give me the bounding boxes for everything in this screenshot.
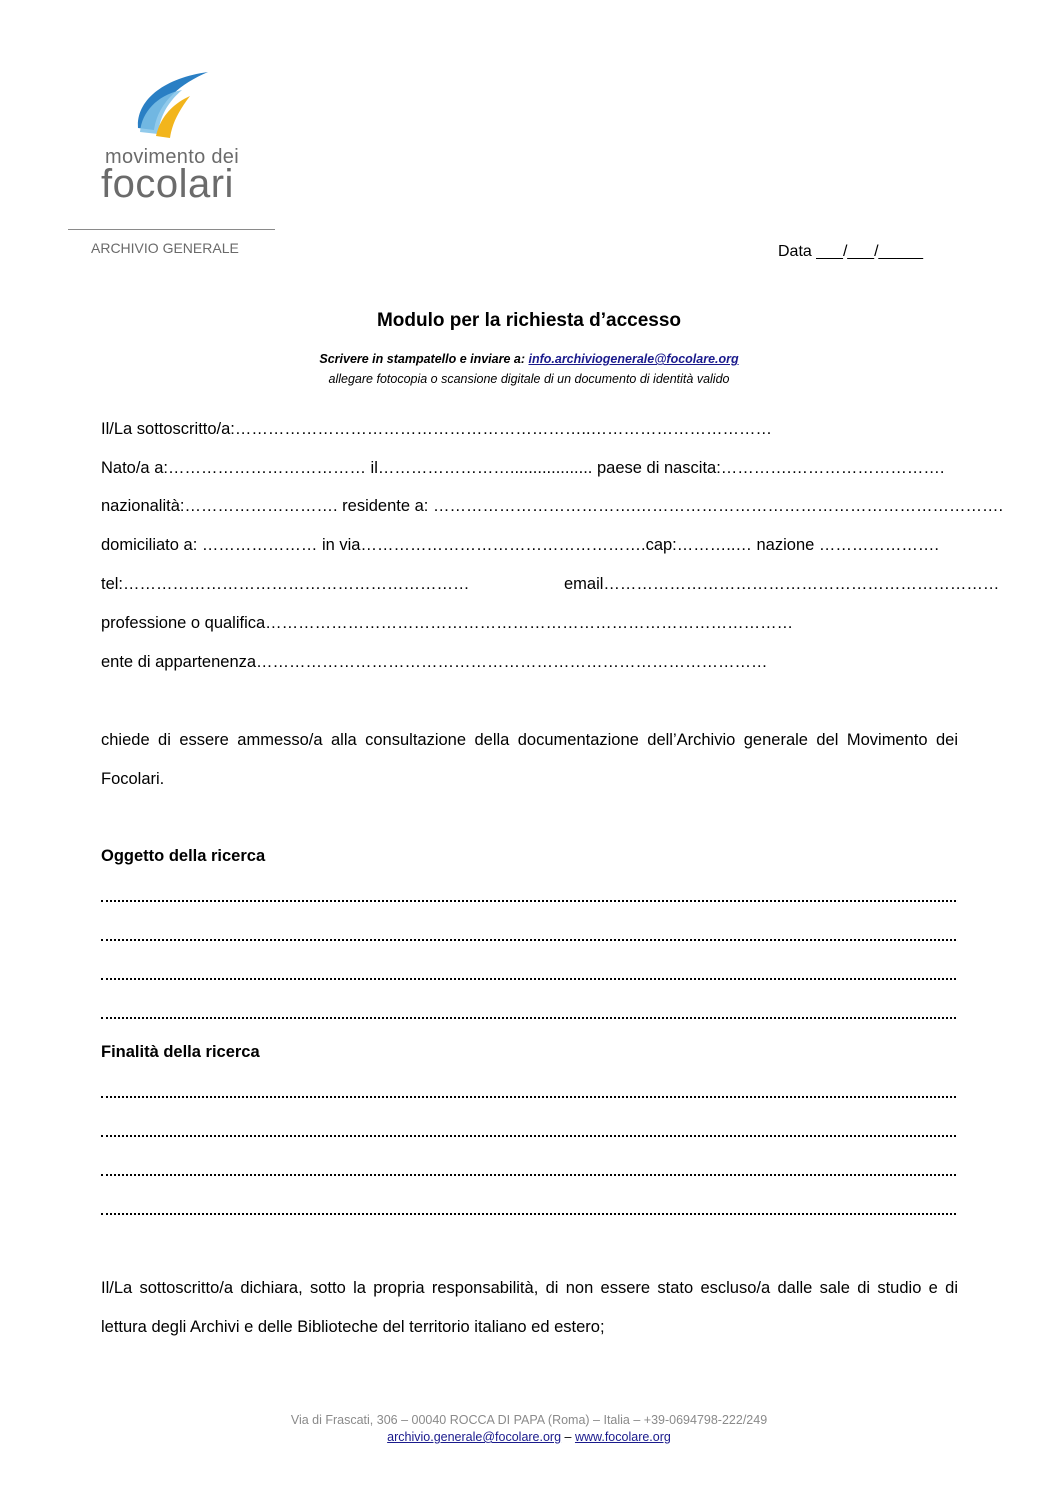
oggetto-line-3[interactable] — [101, 978, 956, 980]
focolari-logo-icon — [130, 68, 210, 146]
archive-label: ARCHIVIO GENERALE — [91, 240, 239, 256]
finalita-line-4[interactable] — [101, 1213, 956, 1215]
finalita-line-2[interactable] — [101, 1135, 956, 1137]
field-nascita[interactable]: Nato/a a:……………………………… il…………………….................. paese di nascita:………….………………………. — [101, 459, 945, 477]
field-email[interactable]: email……………………………………………………………… — [564, 575, 1000, 593]
footer-links — [0, 1430, 1058, 1444]
oggetto-line-1[interactable] — [101, 900, 956, 902]
field-sottoscritto[interactable]: Il/La sottoscritto/a:………………………………………………………..…………………………… — [101, 420, 773, 438]
field-ente[interactable]: ente di appartenenza………………………………………………………………………………… — [101, 653, 768, 671]
footer-email-link[interactable]: archivio.generale@focolare.org — [387, 1430, 562, 1444]
declaration-paragraph: Il/La sottoscritto/a dichiara, sotto la propria responsabilità, di non essere stato escluso/a dalle sale di studio e di lettura degli Archivi e delle Biblioteche del territorio italiano ed estero; — [101, 1279, 958, 1336]
field-professione[interactable]: professione o qualifica…………………………………………………………………………………… — [101, 614, 794, 632]
instruction-line — [0, 352, 1058, 366]
logo-divider — [68, 229, 275, 230]
request-paragraph: chiede di essere ammesso/a alla consultazione della documentazione dell’Archivio generale del Movimento dei Focolari. — [101, 731, 958, 788]
oggetto-heading: Oggetto della ricerca — [101, 847, 266, 865]
finalita-heading: Finalità della ricerca — [101, 1043, 260, 1061]
logo-text-small: movimento dei — [105, 146, 239, 168]
instruction-text: Scrivere in stampatello e inviare a: — [319, 352, 529, 366]
oggetto-line-2[interactable] — [101, 939, 956, 941]
instruction-email-link[interactable]: info.archiviogenerale@focolare.org — [528, 352, 739, 366]
finalita-line-1[interactable] — [101, 1096, 956, 1098]
date-field[interactable]: Data ___/___/_____ — [778, 243, 924, 260]
oggetto-line-4[interactable] — [101, 1017, 956, 1019]
field-tel[interactable]: tel:……………………………………………………… — [101, 575, 470, 593]
footer-address: Via di Frascati, 306 – 00040 ROCCA DI PAPA (Roma) – Italia – +39-0694798-222/249 — [290, 1413, 768, 1427]
field-domicilio[interactable]: domiciliato a: ………………… in via…………………………………………….cap:………..… nazione …………………. — [101, 536, 939, 554]
footer-website-link[interactable]: www.focolare.org — [574, 1430, 671, 1444]
logo-text-large: focolari — [101, 162, 234, 206]
instruction-attachment: allegare fotocopia o scansione digitale di un documento di identità valido — [328, 372, 730, 386]
form-title: Modulo per la richiesta d’accesso — [376, 310, 682, 331]
finalita-line-3[interactable] — [101, 1174, 956, 1176]
footer-separator: – — [561, 1430, 575, 1444]
field-nazionalita-residenza[interactable]: nazionalità:………………………. residente a: ……………………………….…………………………………………………………. — [101, 497, 1004, 515]
